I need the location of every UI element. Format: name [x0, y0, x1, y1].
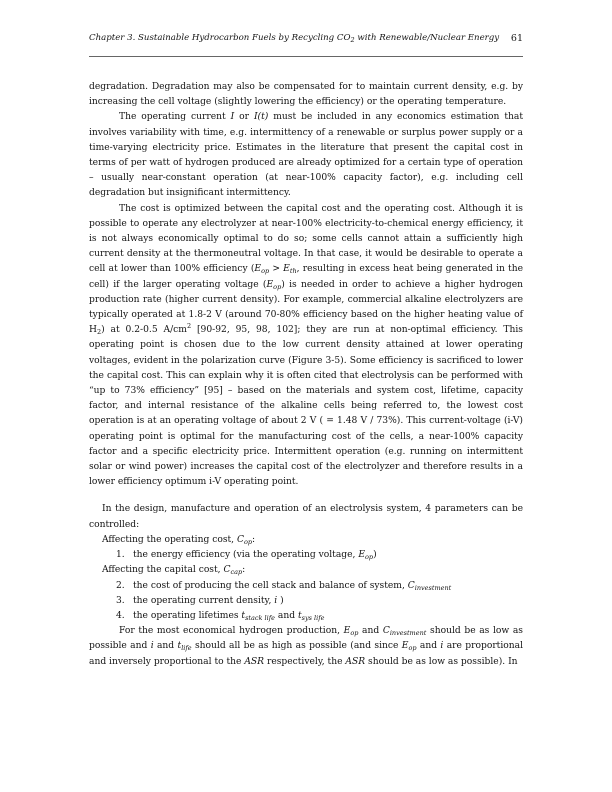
page-number: 61 — [510, 33, 523, 44]
chapter-title: Chapter 3. Sustainable Hydrocarbon Fuels by Recycling $CO_2$ with Renewable/Nuclear Energy — [89, 33, 500, 44]
paragraph-5: For the most economical hydrogen production, $E_{op}$ and $C_{investment}$ should be as low as possible and i and $t_{life}$ should all be as high as possible (and since $E_{op}$ and i are proportional and inversely proportional to the ASR respectively, the ASR should be as low as possible). In — [89, 626, 523, 667]
list-item-4: 4. the operating lifetimes $t_{stack life}$ and $t_{sys life}$ — [116, 610, 325, 622]
paragraph-1: degradation. Degradation may also be compensated for to maintain current density, e.g. by increasing the cell voltage (slightly lowering the efficiency) or the operating temperature. — [89, 82, 523, 108]
list-item-2: 2. the cost of producing the cell stack and balance of system, $C_{investment}$ — [116, 580, 452, 592]
page-body — [89, 80, 523, 670]
affecting-capital-cost: Affecting the capital cost, $C_{cap}$: — [102, 565, 246, 577]
paragraph-2: The operating current I or I(t) must be included in any economics estimation that involves variability with time, e.g. intermittency of a renewable or surplus power supply or a time-varying electricity price. Estimates in the literature that present the capital cost in terms of per watt of hydrogen produced are already optimized for a certain type of operation – usually near-constant operation (at near-100% capacity factor), e.g. including cell degradation but insignificant intermittency. — [89, 112, 523, 199]
list-item-1: 1. the energy efficiency (via the operating voltage, $E_{op}$) — [116, 550, 377, 562]
affecting-operating-cost: Affecting the operating cost, $C_{op}$: — [102, 534, 256, 546]
running-header — [89, 33, 523, 43]
paragraph-3: The cost is optimized between the capital cost and the operating cost. Although it is possible to operate any electrolyzer at near-100% electricity-to-chemical energy efficiency, it is not always economically optimal to do so; some cells cannot attain a sufficiently high current density at the thermoneutral voltage. In that case, it would be desirable to operate a cell at lower than 100% efficiency ($E_{op} > E_{th}$, resulting in excess heat being generated in the cell) if the larger operating voltage $(E_{op})$ is needed in order to achieve a higher hydrogen production rate (higher current density). For example, commercial alkaline electrolyzers are typically operated at 1.8-2 V (around 70-80% efficiency based on the higher heating value of $H_2$) at 0.2-0.5 $A/cm^2$ [90-92, 95, 98, 102]; they are run at non-optimal efficiency. This operating point is chosen due to the low current density attained at lower operating voltages, evident in the polarization curve (Figure 3-5). Some efficiency is sacrificed to lower the capital cost. This can explain why it is often cited that electrolysis can be performed with “up to 73% efficiency” [95] – based on the materials and system cost, lifetime, capacity factor, and internal resistance of the alkaline cells being referred to, the lowest cost operation is at an operating voltage of about 2 V ( = 1.48 V / 73%). This current-voltage (i-V) operating point is optimal for the manufacturing cost of the cells, a near-100% capacity factor and a specific electricity price. Intermittent operation (e.g. running on intermittent solar or wind power) increases the capital cost of the electrolyzer and therefore results in a lower efficiency optimum i-V operating point. — [89, 203, 523, 488]
paragraph-4: In the design, manufacture and operation of an electrolysis system, 4 parameters can be controlled: — [89, 504, 523, 530]
list-item-3: 3. the operating current density, i ) — [116, 595, 284, 606]
header-rule — [89, 56, 523, 57]
